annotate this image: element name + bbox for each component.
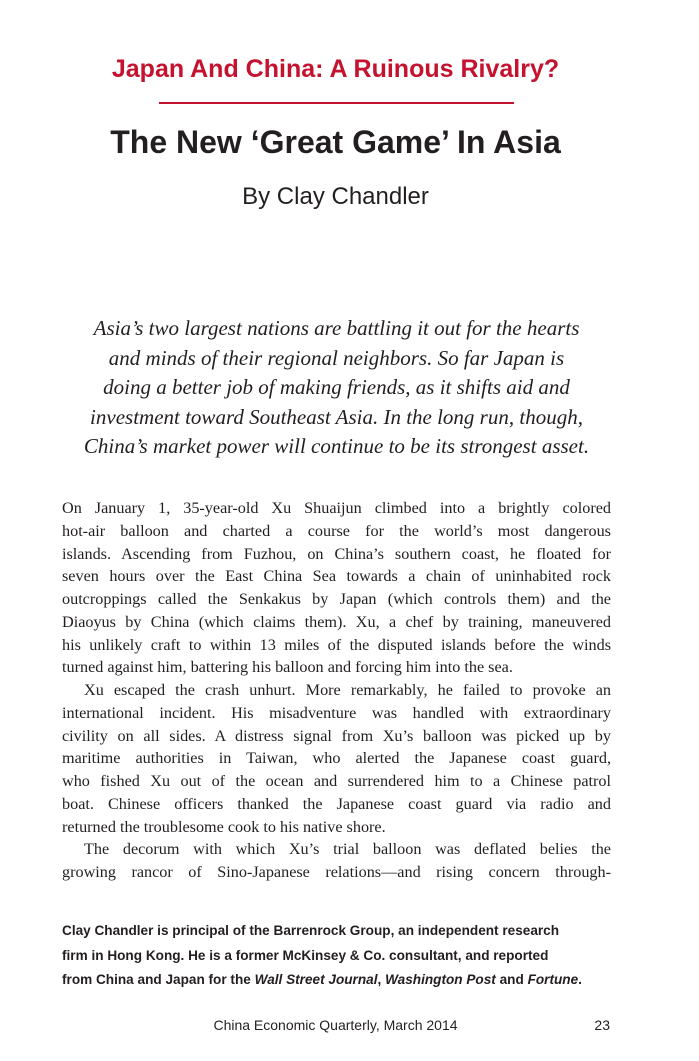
body-line: On January 1, 35-year-old Xu Shuaijun climbed into a brightly colored [62,499,611,517]
body-line: international incident. His misadventure was handled with extraordinary [62,703,611,722]
series-kicker: Japan And China: A Ruinous Rivalry? [111,55,560,83]
body-line: who fished Xu out of the ocean and surrendered him to a Chinese patrol [62,772,611,790]
article-headline: The New ‘Great Game’ In Asia [110,124,561,160]
body-line: boat. Chinese officers thanked the Japanese coast guard via radio and [62,794,611,813]
author-bio [62,919,622,993]
bio-line: firm in Hong Kong. He is a former McKinsey & Co. consultant, and reported [62,947,549,963]
body-line: civility on all sides. A distress signal from Xu’s balloon was picked up by [62,726,611,745]
article-body [62,497,611,884]
standfirst-line: and minds of their regional neighbors. So far Japan is [108,345,565,370]
article-byline: By Clay Chandler [242,183,429,210]
publication-name: Washington Post [385,972,496,988]
page-number: 23 [594,1017,610,1033]
body-line: outcroppings called the Senkakus by Japan (which controls them) and the [62,590,611,608]
publication-name: Fortune [527,972,579,988]
standfirst-line: China’s market power will continue to be its strongest asset. [83,434,590,459]
bio-text: from China and Japan for the [62,972,255,988]
standfirst-line: doing a better job of making friends, as it shifts aid and [103,375,570,400]
body-line: islands. Ascending from Fuzhou, on China’s southern coast, he floated for [62,544,611,563]
standfirst-line: Asia’s two largest nations are battling it out for the hearts [93,316,580,340]
body-line: returned the troublesome cook to his native shore. [62,817,386,836]
footer-publication: China Economic Quarterly, March 2014 [213,1017,458,1033]
body-line: maritime authorities in Taiwan, who alerted the Japanese coast guard, [62,749,611,768]
bio-text: and [495,972,528,988]
body-line: his unlikely craft to within 13 miles of the disputed islands before the winds [62,635,611,654]
kicker-divider [159,102,514,104]
body-line: hot-air balloon and charted a course for the world’s most dangerous [62,521,611,540]
body-line: turned against him, battering his balloon and forcing him into the sea. [62,658,513,677]
publication-name: Wall Street Journal [254,972,378,988]
standfirst-line: investment toward Southeast Asia. In the long run, though, [90,404,583,429]
body-line: The decorum with which Xu’s trial balloon was deflated belies the [84,840,611,859]
body-line: seven hours over the East China Sea towards a chain of uninhabited rock [62,567,611,586]
bio-text: . [578,972,582,988]
bio-line: Clay Chandler is principal of the Barrenrock Group, an independent research [62,923,560,938]
article-standfirst [50,314,623,462]
body-line: growing rancor of Sino-Japanese relations—and rising concern through- [62,863,611,881]
bio-text: , [377,972,386,988]
body-line: Xu escaped the crash unhurt. More remarkably, he failed to provoke an [84,681,611,699]
bio-line [62,968,622,993]
body-line: Diaoyus by China (which claims them). Xu, a chef by training, maneuvered [62,612,611,631]
